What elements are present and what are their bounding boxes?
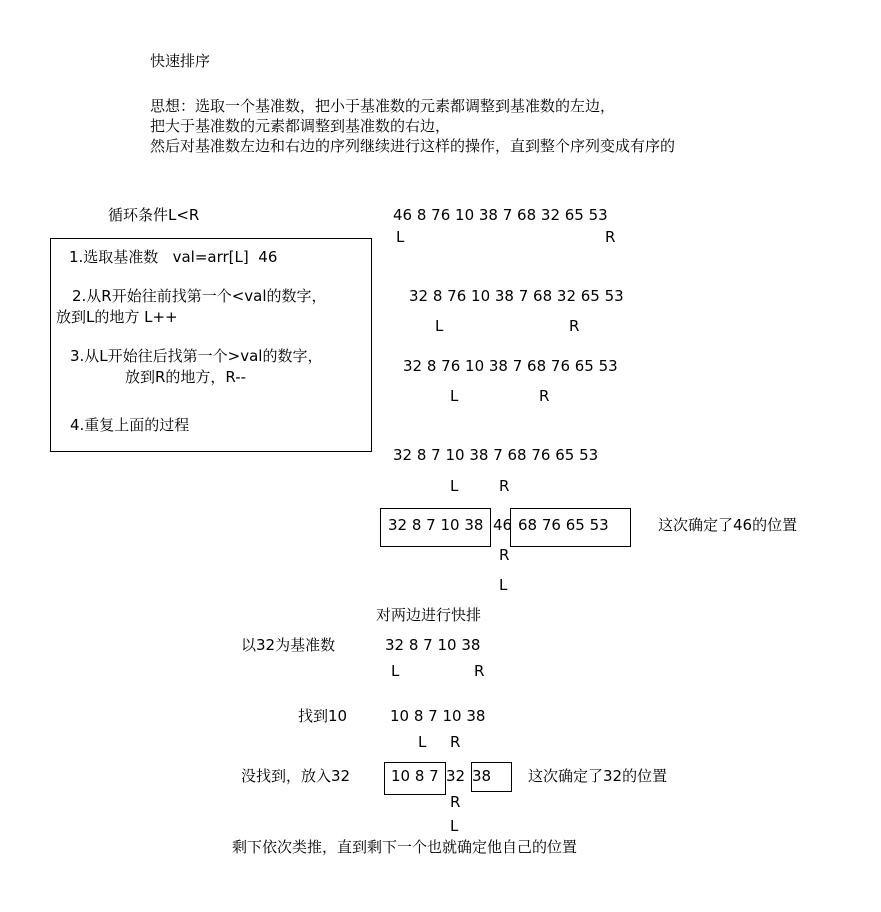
- trace1-left-part: 32 8 7 10 38: [388, 516, 484, 534]
- title: 快速排序: [150, 52, 211, 70]
- trace1-final-L: L: [499, 576, 508, 594]
- step-2-line-2: 放到L的地方 L++: [56, 308, 178, 326]
- trace1-right-part: 68 76 65 53: [518, 516, 609, 534]
- trace1-seq4-R: R: [499, 477, 510, 495]
- trace1-seq1-R: R: [605, 228, 616, 246]
- trace1-seq3-R: R: [539, 387, 550, 405]
- step-1: 1.选取基准数 val=arr[L] 46: [69, 248, 278, 266]
- trace1-seq2-R: R: [569, 317, 580, 335]
- idea-line-1: 思想：选取一个基准数，把小于基准数的元素都调整到基准数的左边，: [150, 97, 616, 115]
- trace2-pivot: 32: [446, 767, 466, 785]
- trace2-pivot-label: 以32为基准数: [241, 636, 336, 654]
- trace2-note: 这次确定了32的位置: [528, 767, 668, 785]
- trace1-pivot: 46: [493, 516, 513, 534]
- trace1-note: 这次确定了46的位置: [658, 516, 798, 534]
- trace2-seq1: 32 8 7 10 38: [385, 636, 481, 654]
- trace1-seq3: 32 8 76 10 38 7 68 76 65 53: [403, 357, 618, 375]
- trace1-seq2-L: L: [435, 317, 444, 335]
- trace2-seq2-L: L: [418, 733, 427, 751]
- trace2-seq1-R: R: [474, 662, 485, 680]
- trace2-seq2: 10 8 7 10 38: [390, 707, 486, 725]
- loop-condition: 循环条件L<R: [108, 206, 200, 224]
- step-2-line-1: 2.从R开始往前找第一个<val的数字，: [72, 287, 327, 305]
- step-4: 4.重复上面的过程: [70, 416, 190, 434]
- trace2-seq1-L: L: [391, 662, 400, 680]
- idea-line-2: 把大于基准数的元素都调整到基准数的右边，: [150, 117, 451, 135]
- trace1-seq4-L: L: [450, 477, 459, 495]
- idea-text: [150, 96, 675, 156]
- trace1-seq1: 46 8 76 10 38 7 68 32 65 53: [393, 206, 608, 224]
- trace2-final-R: R: [450, 793, 461, 811]
- trace2-seq2-R: R: [450, 733, 461, 751]
- conclusion: 剩下依次类推，直到剩下一个也就确定他自己的位置: [232, 838, 578, 856]
- trace1-seq4: 32 8 7 10 38 7 68 76 65 53: [393, 446, 599, 464]
- trace2-left-part: 10 8 7: [391, 767, 439, 785]
- idea-line-3: 然后对基准数左边和右边的序列继续进行这样的操作，直到整个序列变成有序的: [150, 137, 676, 155]
- trace2-found-label: 找到10: [298, 707, 348, 725]
- trace1-seq3-L: L: [450, 387, 459, 405]
- trace1-seq1-L: L: [396, 228, 405, 246]
- step-3-line-1: 3.从L开始往后找第一个>val的数字，: [70, 347, 323, 365]
- trace1-seq2: 32 8 76 10 38 7 68 32 65 53: [409, 287, 624, 305]
- trace2-notfound-label: 没找到，放入32: [241, 767, 351, 785]
- trace1-final-R: R: [499, 546, 510, 564]
- both-sides-label: 对两边进行快排: [376, 606, 482, 624]
- trace2-final-L: L: [450, 817, 459, 835]
- trace2-right-part: 38: [472, 767, 492, 785]
- step-3-line-2: 放到R的地方，R--: [125, 368, 247, 386]
